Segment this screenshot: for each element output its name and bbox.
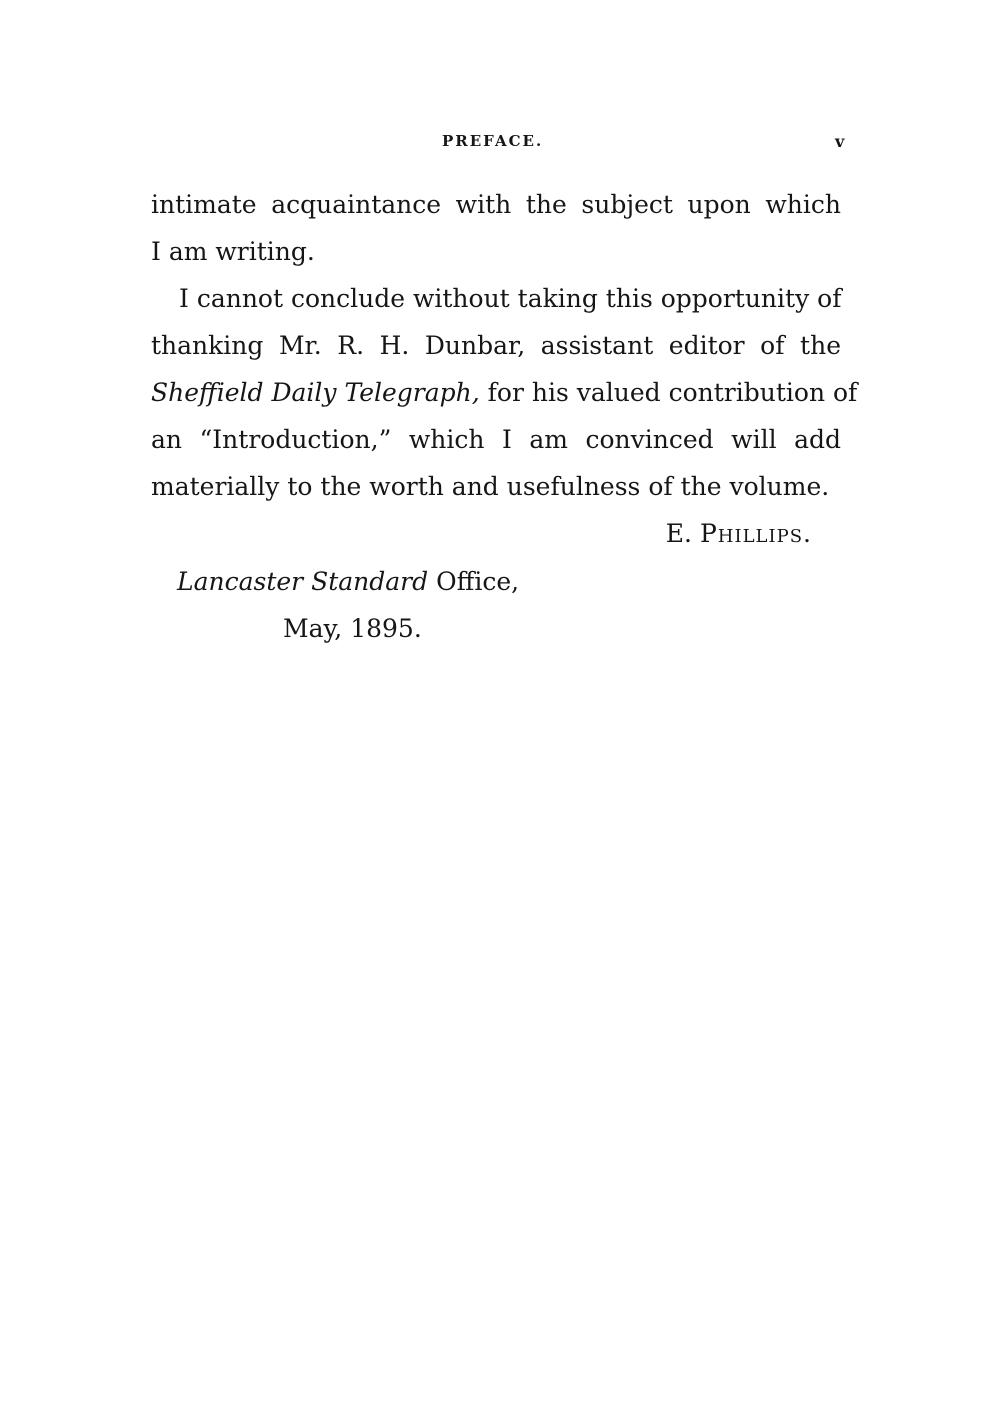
paragraph-2-line-1: I cannot conclude without taking this opportunity of xyxy=(179,284,842,313)
paragraph-2-line-2: thanking Mr. R. H. Dunbar, assistant editor of the xyxy=(151,331,841,360)
closing-place xyxy=(177,558,519,605)
paragraph-1-line-2: I am writing. xyxy=(151,237,315,266)
author-signature xyxy=(0,510,812,557)
place-italic: Lancaster Standard xyxy=(177,567,429,596)
signature-surname: Phillips. xyxy=(699,519,812,548)
page-number: v xyxy=(835,132,845,151)
paragraph-2-line-3-rest: for his valued contribution of xyxy=(479,378,858,407)
paragraph-2-line-3 xyxy=(151,369,858,416)
paragraph-2-line-4: an “Introduction,” which I am convinced will add xyxy=(151,425,841,454)
paragraph-2-line-5: materially to the worth and usefulness of the volume. xyxy=(151,472,830,501)
closing-date: May, 1895. xyxy=(283,614,422,643)
paragraph-1-line-1: intimate acquaintance with the subject upon which xyxy=(151,190,841,219)
newspaper-title: Sheffield Daily Telegraph, xyxy=(151,378,480,407)
preface-body xyxy=(151,181,858,510)
place-rest: Office, xyxy=(428,567,520,596)
running-head xyxy=(0,132,1000,156)
running-title: PREFACE. xyxy=(442,132,544,150)
signature-initial: E. xyxy=(665,519,700,548)
